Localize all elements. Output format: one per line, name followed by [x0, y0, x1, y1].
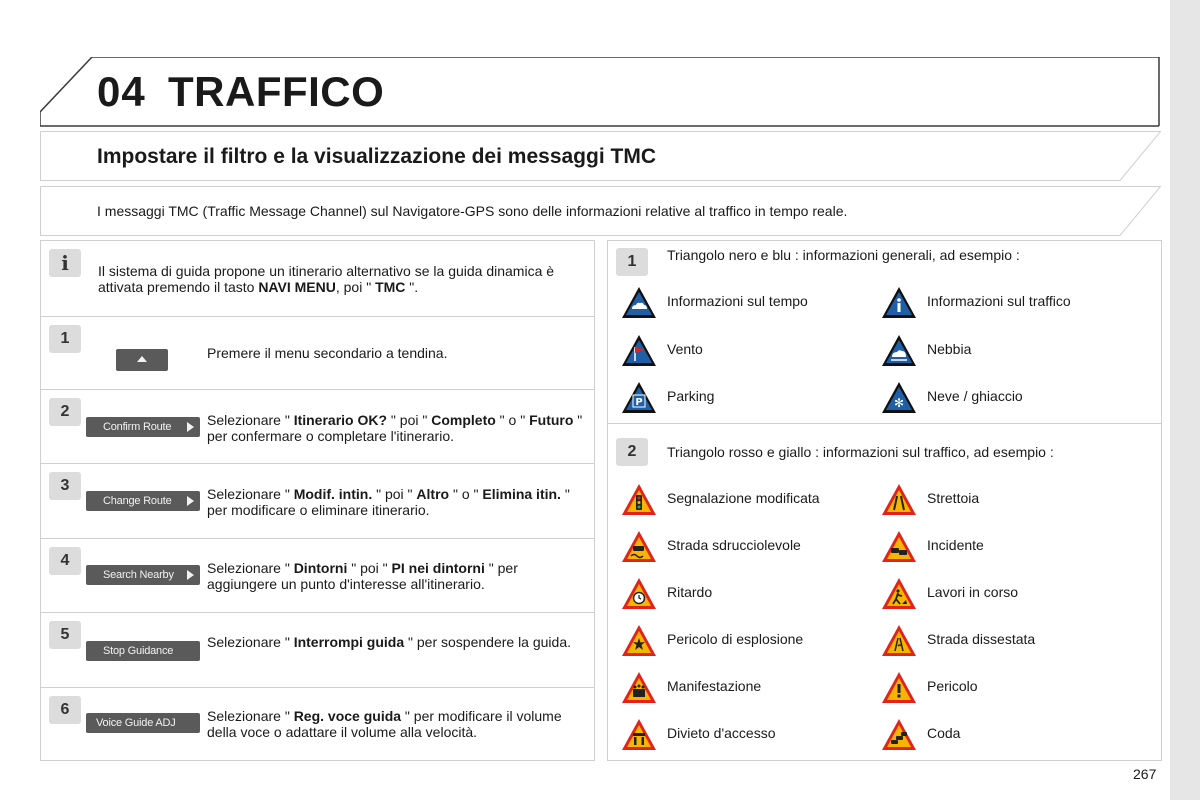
no-entry-sign-icon — [621, 717, 657, 751]
sign-label: Strada dissestata — [927, 631, 1036, 647]
traffic-light-sign-icon — [621, 482, 657, 516]
accident-sign-icon — [881, 529, 917, 563]
uneven-road-sign-icon — [881, 623, 917, 657]
step-text: Selezionare " Itinerario OK? " poi " Completo " o " Futuro " per confermare o completare l'itinerario. — [207, 412, 583, 444]
step-text: Premere il menu secondario a tendina. — [207, 345, 448, 361]
step-row-4 — [41, 539, 594, 613]
warning-signs-section — [608, 424, 1161, 760]
snow-sign-icon — [881, 380, 917, 414]
sign-label: Vento — [667, 340, 703, 357]
info-signs-title: Triangolo nero e blu : informazioni generali, ad esempio : — [667, 247, 1020, 263]
signs-panel — [607, 240, 1162, 761]
step-row-6 — [41, 688, 594, 760]
roadworks-sign-icon — [881, 576, 917, 610]
step-number-badge: 3 — [49, 472, 81, 500]
info-text: Il sistema di guida propone un itinerario alternativo se la guida dinamica è attivata premendo il tasto NAVI MENU, poi " TMC ". — [98, 263, 555, 295]
chapter-title: TRAFFICO — [168, 68, 385, 115]
intro-text: I messaggi TMC (Traffic Message Channel) sul Navigatore-GPS sono delle informazioni relative al traffico in tempo reale. — [97, 203, 848, 219]
section-title: Impostare il filtro e la visualizzazione dei messaggi TMC — [97, 145, 656, 168]
step-row-3 — [41, 464, 594, 539]
step-row-5 — [41, 613, 594, 688]
sign-label: Ritardo — [667, 584, 713, 600]
sign-label: Informazioni sul traffico — [927, 293, 1071, 309]
sign-label: Strada sdrucciolevole — [667, 537, 801, 553]
danger-sign-icon — [881, 670, 917, 704]
sign-label: Parking — [667, 388, 715, 404]
triangle-right-icon — [187, 422, 194, 432]
clock-sign-icon — [621, 576, 657, 610]
change-route-button[interactable]: Change Route — [86, 491, 200, 511]
triangle-right-icon — [187, 496, 194, 506]
warning-signs-title: Triangolo rosso e giallo : informazioni sul traffico, ad esempio : — [667, 444, 1054, 460]
triangle-up-icon — [137, 356, 147, 362]
wind-sign-icon — [621, 333, 657, 367]
explosion-sign-icon — [621, 623, 657, 657]
section-number-badge: 1 — [616, 248, 648, 276]
sign-label: Informazioni sul tempo — [667, 293, 808, 309]
info-sign-icon — [881, 285, 917, 319]
chapter-number: 04 — [97, 68, 146, 115]
step-row-1 — [41, 317, 594, 390]
section-number-badge: 2 — [616, 438, 648, 466]
page-number: 267 — [1133, 766, 1157, 782]
info-signs-section — [608, 241, 1161, 424]
road-narrows-sign-icon — [881, 482, 917, 516]
step-text: Selezionare " Dintorni " poi " PI nei dintorni " per aggiungere un punto d'interesse all'itinerario. — [207, 560, 518, 592]
crowd-sign-icon — [621, 670, 657, 704]
steps-panel — [40, 240, 595, 761]
info-icon: i — [49, 249, 81, 277]
sign-label: Divieto d'accesso — [667, 725, 776, 741]
step-row-2 — [41, 390, 594, 464]
sign-label: Pericolo — [927, 678, 978, 694]
step-number-badge: 4 — [49, 547, 81, 575]
confirm-route-button[interactable]: Confirm Route — [86, 417, 200, 437]
voice-guide-adj-button[interactable]: Voice Guide ADJ — [86, 713, 200, 733]
sign-label: Segnalazione modificata — [667, 490, 820, 506]
triangle-right-icon — [187, 570, 194, 580]
weather-sign-icon — [621, 285, 657, 319]
stop-guidance-button[interactable]: Stop Guidance — [86, 641, 200, 661]
sign-label: Coda — [927, 725, 961, 741]
step-number-badge: 1 — [49, 325, 81, 353]
svg-text:✻: ✻ — [893, 396, 905, 410]
search-nearby-button[interactable]: Search Nearby — [86, 565, 200, 585]
sign-label: Incidente — [927, 537, 984, 553]
sign-label: Manifestazione — [667, 678, 762, 694]
step-number-badge: 6 — [49, 696, 81, 724]
slippery-road-sign-icon — [621, 529, 657, 563]
sign-label: Lavori in corso — [927, 584, 1019, 600]
info-row — [41, 241, 594, 317]
sign-label: Pericolo di esplosione — [667, 631, 804, 647]
fog-sign-icon — [881, 333, 917, 367]
sign-label: Neve / ghiaccio — [927, 388, 1023, 404]
queue-sign-icon — [881, 717, 917, 751]
step-number-badge: 5 — [49, 621, 81, 649]
sign-label: Strettoia — [927, 490, 980, 506]
step-text: Selezionare " Interrompi guida " per sospendere la guida. — [207, 634, 571, 650]
step-text: Selezionare " Reg. voce guida " per modificare il volume della voce o adattare il volume alla velocità. — [207, 708, 562, 740]
step-number-badge: 2 — [49, 398, 81, 426]
dropdown-up-button[interactable] — [116, 349, 168, 371]
sign-label: Nebbia — [927, 340, 972, 357]
svg-text:P: P — [635, 397, 643, 408]
step-text: Selezionare " Modif. intin. " poi " Altro " o " Elimina itin. " per modificare o eliminare itinerario. — [207, 486, 570, 518]
page-edge-bar — [1170, 0, 1200, 800]
parking-sign-icon — [621, 380, 657, 414]
